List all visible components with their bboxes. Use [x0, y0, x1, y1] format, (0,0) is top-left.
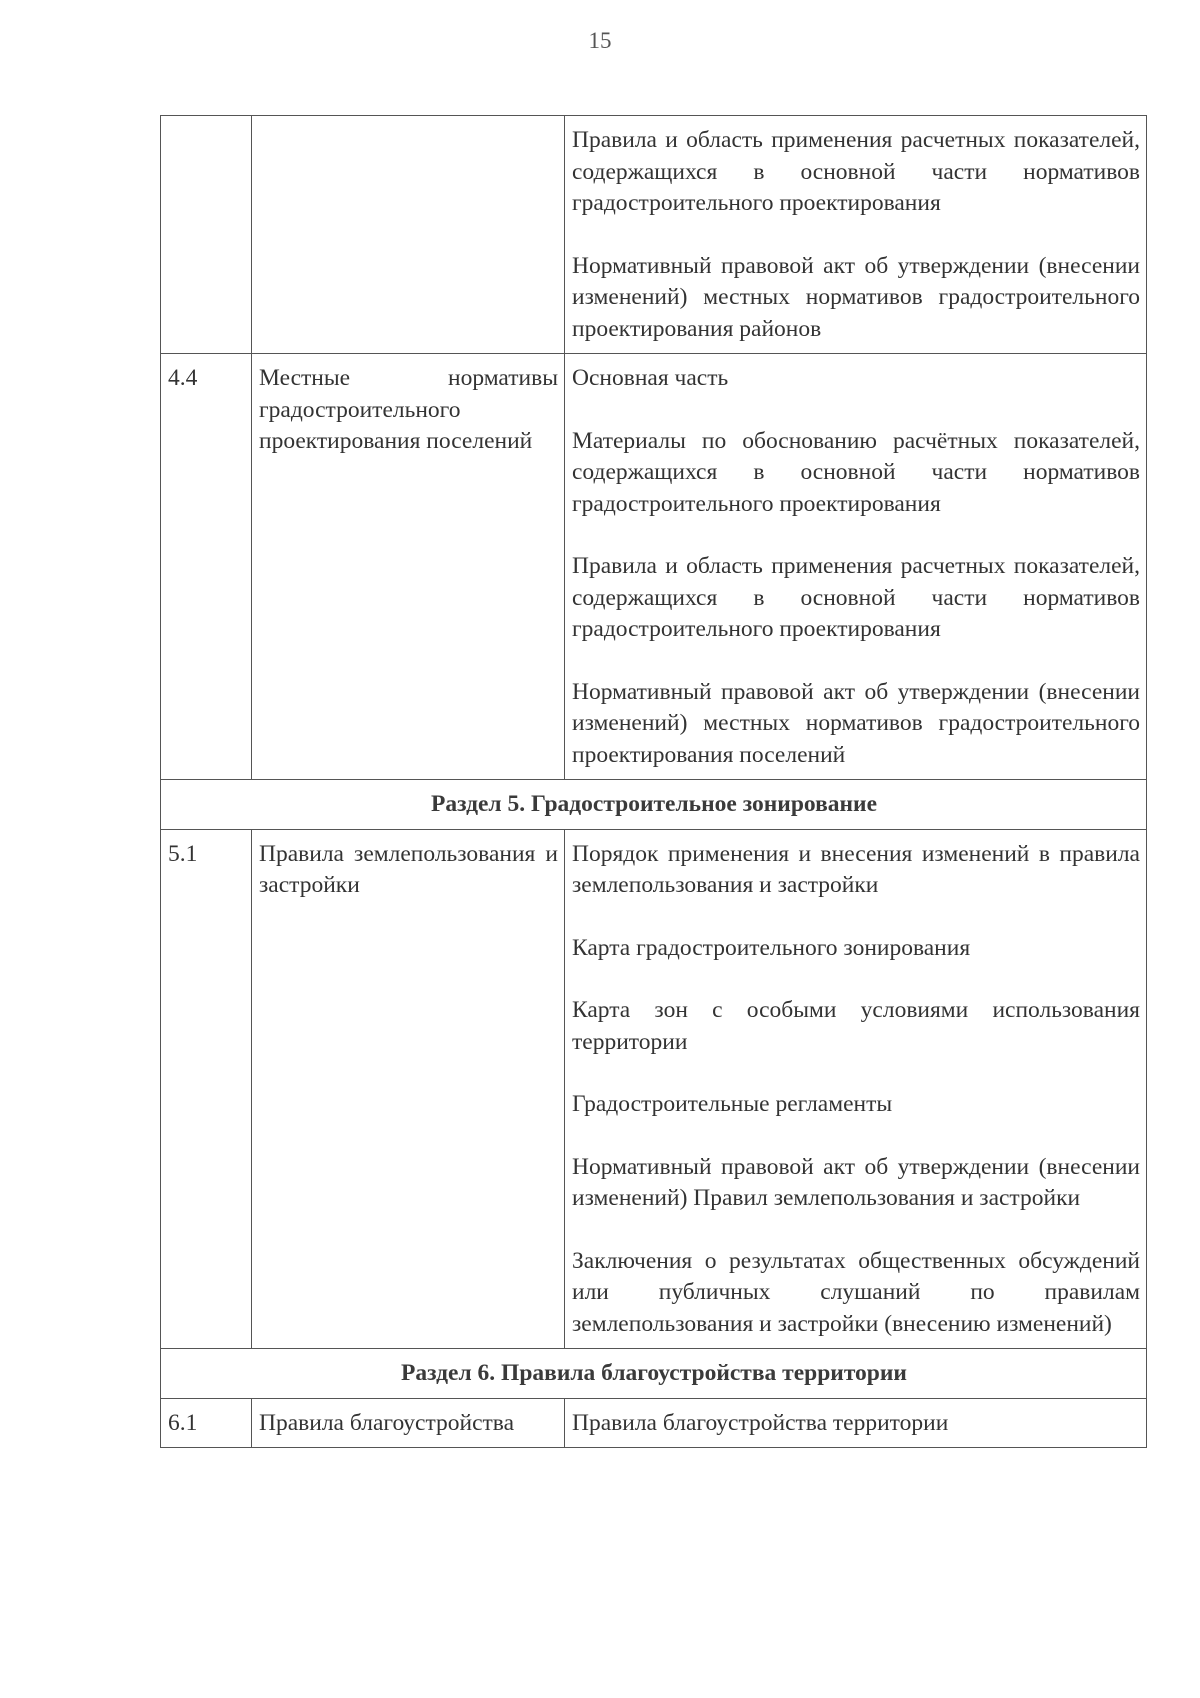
row-number-cell: 5.1 — [161, 829, 252, 1349]
list-item: Заключения о результатах общественных обсуждений или публичных слушаний по правилам землепользования и застройки (внесению изменений) — [572, 1247, 1140, 1337]
list-item: Основная часть — [572, 365, 729, 391]
list-item: Карта градостроительного зонирования — [572, 934, 971, 961]
row-items-cell — [565, 1398, 1147, 1448]
row-number-cell — [161, 116, 252, 354]
row-number-cell: 6.1 — [161, 1398, 252, 1448]
list-item: Градостроительные регламенты — [572, 1091, 893, 1117]
row-number-cell: 4.4 — [161, 354, 252, 780]
row-name-cell: Правила землепользования и застройки — [252, 829, 565, 1349]
list-item: Правила и область применения расчетных показателей, содержащихся в основной части нормативов градостроительного проектирования — [572, 127, 1140, 216]
document-table — [160, 115, 1147, 1448]
list-item: Карта зон с особыми условиями использования территории — [572, 997, 1140, 1055]
table-row — [161, 354, 1147, 780]
row-items-cell — [565, 354, 1147, 780]
table-row — [161, 829, 1147, 1349]
row-name-cell: Местные нормативы градостроительного проектирования поселений — [252, 354, 565, 780]
list-item: Нормативный правовой акт об утверждении (внесении изменений) местных нормативов градостроительного проектирования районов — [572, 252, 1140, 342]
row-items-cell — [565, 116, 1147, 354]
row-name-cell: Правила благоустройства — [252, 1398, 565, 1448]
row-name-cell — [252, 116, 565, 354]
table-row — [161, 1398, 1147, 1448]
list-item: Правила и область применения расчетных показателей, содержащихся в основной части нормативов градостроительного проектирования — [572, 553, 1140, 642]
table-row — [161, 116, 1147, 354]
section-row — [161, 780, 1147, 830]
list-item: Нормативный правовой акт об утверждении (внесении изменений) местных нормативов градостроительного проектирования поселений — [572, 678, 1140, 768]
section-heading: Раздел 6. Правила благоустройства территории — [161, 1349, 1147, 1399]
section-row — [161, 1349, 1147, 1399]
row-items-cell — [565, 829, 1147, 1349]
page-number: 15 — [588, 28, 612, 53]
list-item: Материалы по обоснованию расчётных показателей, содержащихся в основной части нормативов градостроительного проектирования — [572, 427, 1140, 517]
list-item: Правила благоустройства территории — [572, 1409, 949, 1436]
list-item: Нормативный правовой акт об утверждении (внесении изменений) Правил землепользования и застройки — [572, 1153, 1140, 1211]
section-heading: Раздел 5. Градостроительное зонирование — [161, 780, 1147, 830]
list-item: Порядок применения и внесения изменений в правила землепользования и застройки — [572, 840, 1140, 898]
